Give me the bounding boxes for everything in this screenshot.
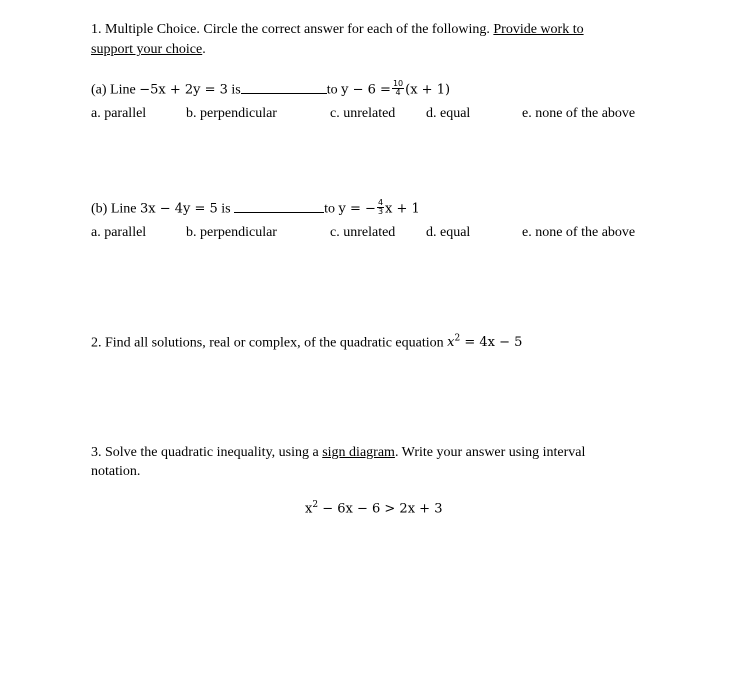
- q1b-choice-e[interactable]: e. none of the above: [522, 225, 636, 240]
- q1-instruction: Multiple Choice. Circle the correct answer for each of the following.: [105, 22, 490, 37]
- q1a-target-rhs: (x + 1): [405, 82, 451, 98]
- q2-eq-rest: = 4x − 5: [464, 335, 523, 351]
- q1a-to: to: [326, 82, 338, 98]
- q1a-choice-c[interactable]: c. unrelated: [330, 106, 396, 121]
- q1a-choice-a[interactable]: a. parallel: [91, 106, 147, 121]
- q1b-equation: 3x − 4y = 5: [139, 201, 218, 217]
- q1b-answer-blank[interactable]: [234, 211, 324, 213]
- q3-text-underlined: sign diagram: [322, 445, 395, 460]
- q1-instruction-line2: [91, 42, 206, 58]
- q1b-choice-c[interactable]: c. unrelated: [330, 225, 396, 240]
- q1a-choice-e[interactable]: e. none of the above: [522, 106, 636, 121]
- q2-text: Find all solutions, real or complex, of the quadratic equation: [105, 335, 444, 351]
- q1a-question: [91, 79, 451, 99]
- q1b-choice-b[interactable]: b. perpendicular: [186, 225, 277, 240]
- q1b-to: to: [324, 201, 336, 217]
- q1-instruction-line1: [91, 22, 584, 38]
- q1a-choice-d[interactable]: d. equal: [426, 106, 471, 121]
- q1a-fraction: [392, 80, 404, 97]
- q3-number: 3.: [91, 445, 102, 460]
- q3-question-line2: notation.: [91, 464, 141, 479]
- q1b-frac-den: 3: [377, 207, 384, 216]
- q3-inequality: [305, 500, 442, 516]
- q2-eq-exp: 2: [454, 334, 461, 344]
- q1b-is: is: [221, 201, 231, 217]
- q1a-equation: −5x + 2y = 3: [139, 82, 228, 98]
- q3-question-line1: [91, 445, 585, 461]
- q3-ineq-rest: − 6x − 6 > 2x + 3: [322, 501, 443, 517]
- q1-instruction-underlined-2: support your choice: [91, 42, 203, 57]
- q1a-frac-num: 10: [392, 79, 404, 88]
- q2-eq-base: x: [447, 335, 455, 351]
- q1a-choice-b[interactable]: b. perpendicular: [186, 106, 277, 121]
- q1b-question: [91, 198, 420, 218]
- q1b-target-rhs: x + 1: [385, 201, 420, 217]
- q1-number: 1.: [91, 22, 102, 37]
- q3-text-before: Solve the quadratic inequality, using a: [105, 445, 319, 460]
- q1b-frac-num: 4: [377, 198, 384, 207]
- q1a-answer-blank[interactable]: [241, 92, 327, 94]
- q1a-is: is: [231, 82, 241, 98]
- q1-instruction-underlined-1: Provide work to: [493, 22, 584, 37]
- q1b-target-lhs: y = −: [338, 201, 376, 217]
- q3-ineq-base: x: [305, 501, 313, 517]
- q1-instruction-end: .: [202, 42, 206, 57]
- q2-equation: [447, 335, 522, 350]
- q1a-prefix: (a) Line: [91, 82, 136, 98]
- q3-text-after: . Write your answer using interval: [394, 445, 586, 460]
- q2-number: 2.: [91, 335, 102, 351]
- q2-question: [91, 334, 522, 351]
- q1b-prefix: (b) Line: [91, 201, 137, 217]
- q1a-frac-den: 4: [395, 88, 401, 97]
- q1b-fraction: [377, 199, 384, 216]
- q1b-choice-a[interactable]: a. parallel: [91, 225, 147, 240]
- q1b-choice-d[interactable]: d. equal: [426, 225, 471, 240]
- q3-ineq-exp: 2: [312, 500, 319, 510]
- q1a-target-lhs: y − 6 =: [341, 82, 391, 98]
